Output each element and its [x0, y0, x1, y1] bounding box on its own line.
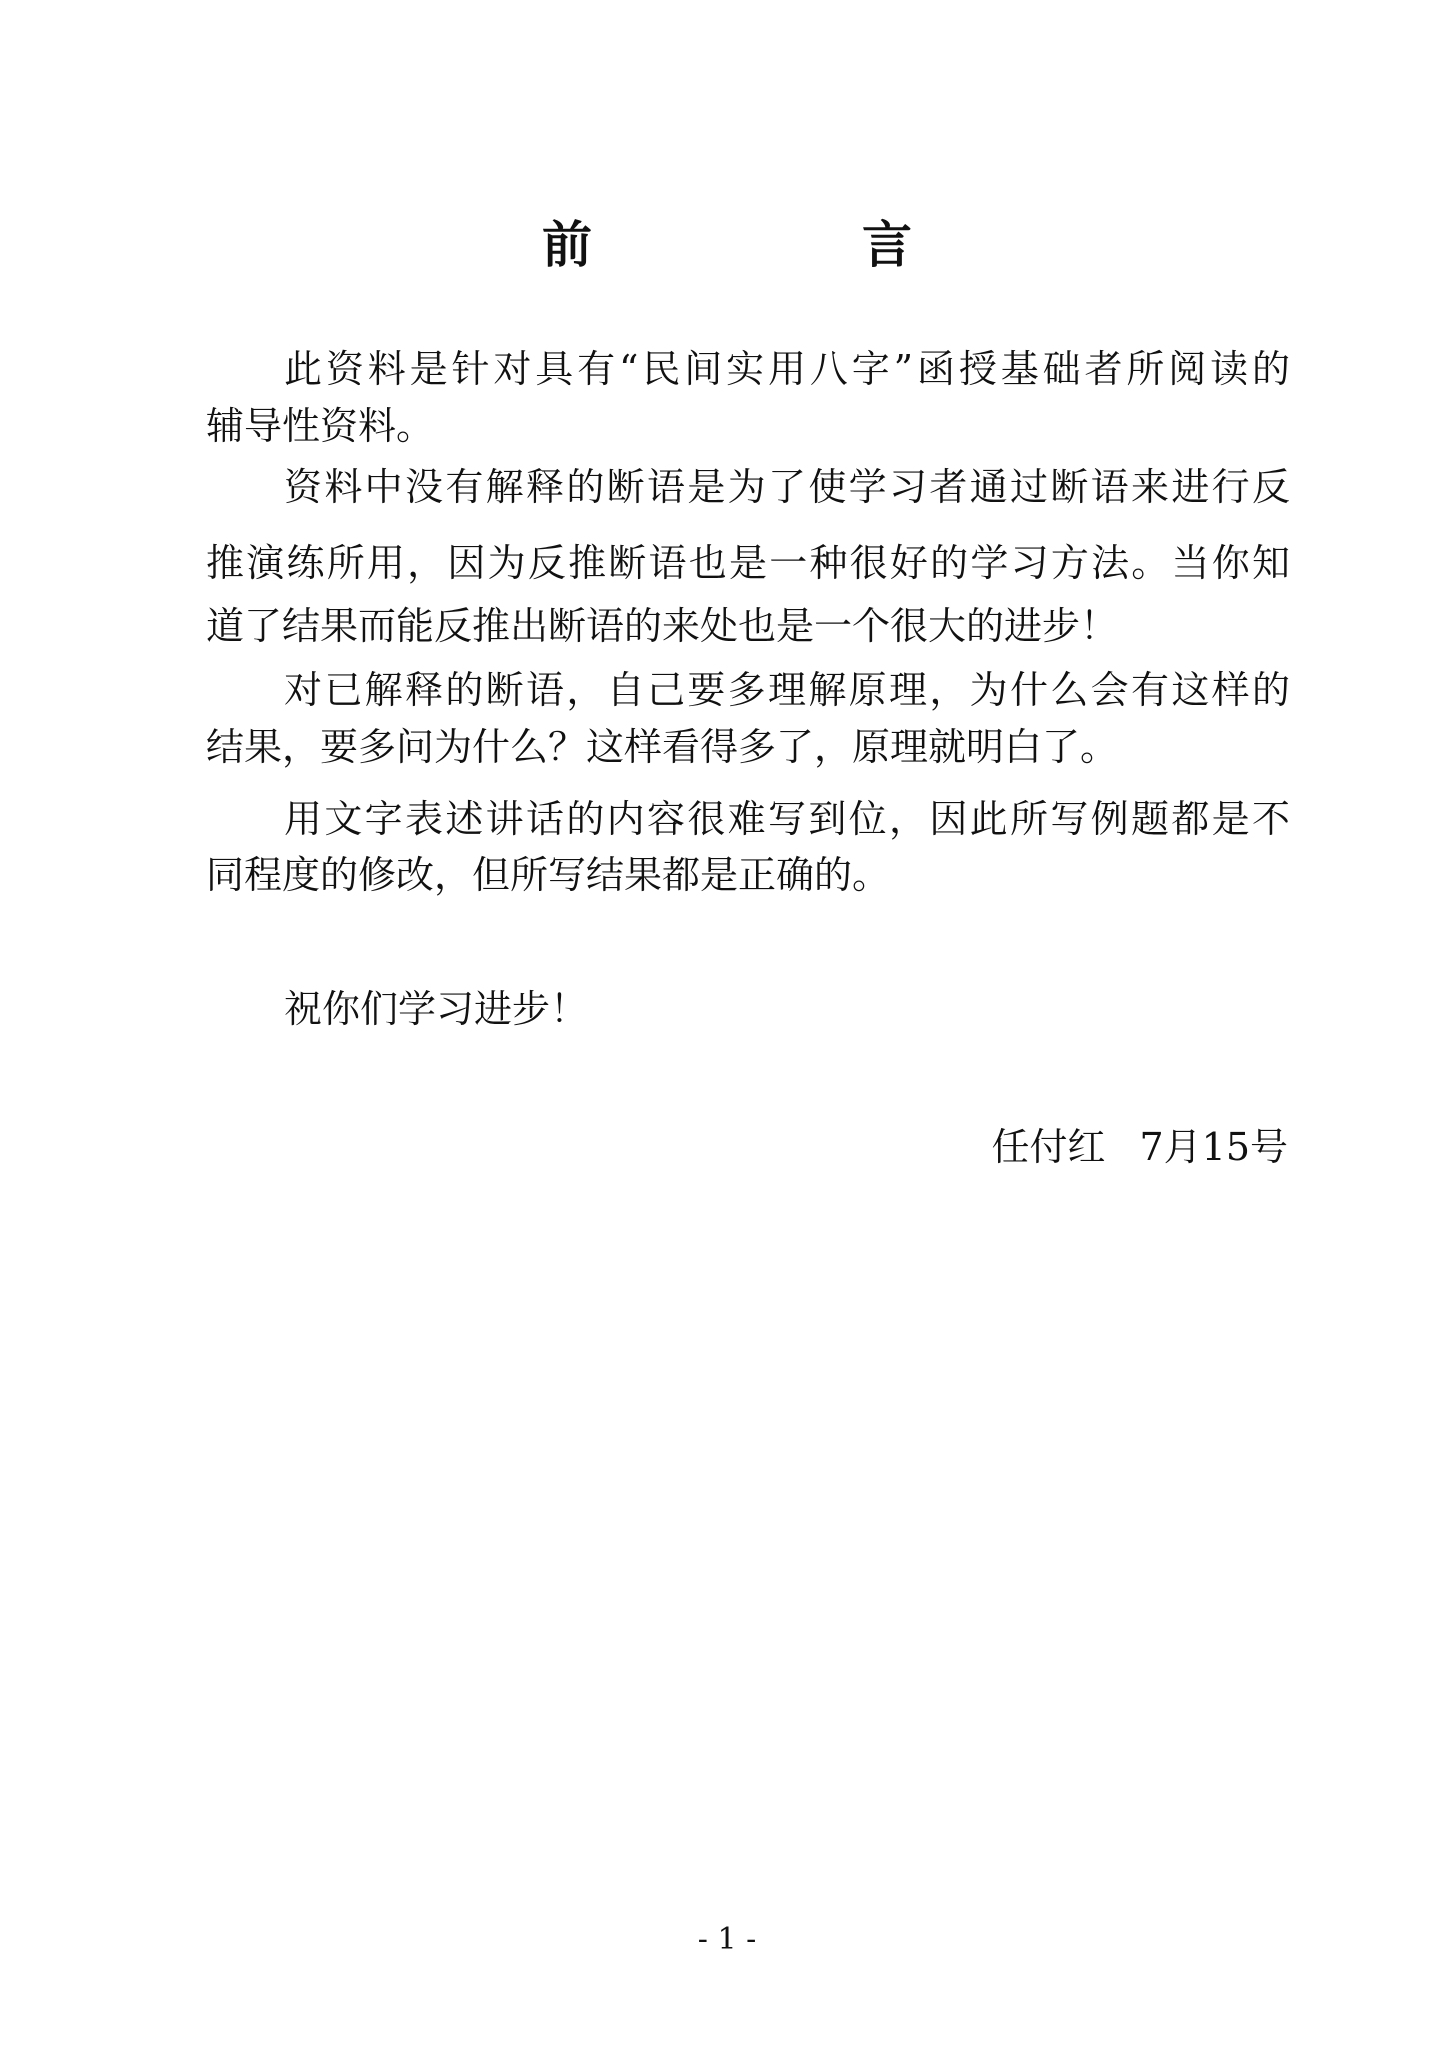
page-number: - 1 - — [697, 1922, 757, 1957]
paragraph-2-line-1: 资料中没有解释的断语是为了使学习者通过断语来进行反 — [284, 465, 1290, 509]
page-title: 前 言 — [542, 215, 1022, 274]
signature — [991, 1116, 1288, 1171]
paragraph-4-line-2: 同程度的修改，但所写结果都是正确的。 — [206, 853, 891, 897]
paragraph-3-line-2: 结果，要多问为什么？这样看得多了，原理就明白了。 — [206, 725, 1119, 769]
paragraph-3-line-1: 对已解释的断语，自己要多理解原理，为什么会有这样的 — [284, 668, 1290, 712]
paragraph-1-line-2: 辅导性资料。 — [206, 404, 435, 448]
signature-date: 7月15号 — [1139, 1125, 1288, 1169]
paragraph-1-line-1: 此资料是针对具有“民间实用八字”函授基础者所阅读的 — [284, 347, 1290, 391]
paragraph-2-line-2: 推演练所用，因为反推断语也是一种很好的学习方法。当你知 — [206, 541, 1290, 585]
closing-line: 祝你们学习进步！ — [284, 987, 589, 1031]
signature-name: 任付红 — [991, 1125, 1106, 1169]
paragraph-2-line-3: 道了结果而能反推出断语的来处也是一个很大的进步！ — [206, 604, 1119, 648]
paragraph-4-line-1: 用文字表述讲话的内容很难写到位，因此所写例题都是不 — [284, 797, 1290, 841]
